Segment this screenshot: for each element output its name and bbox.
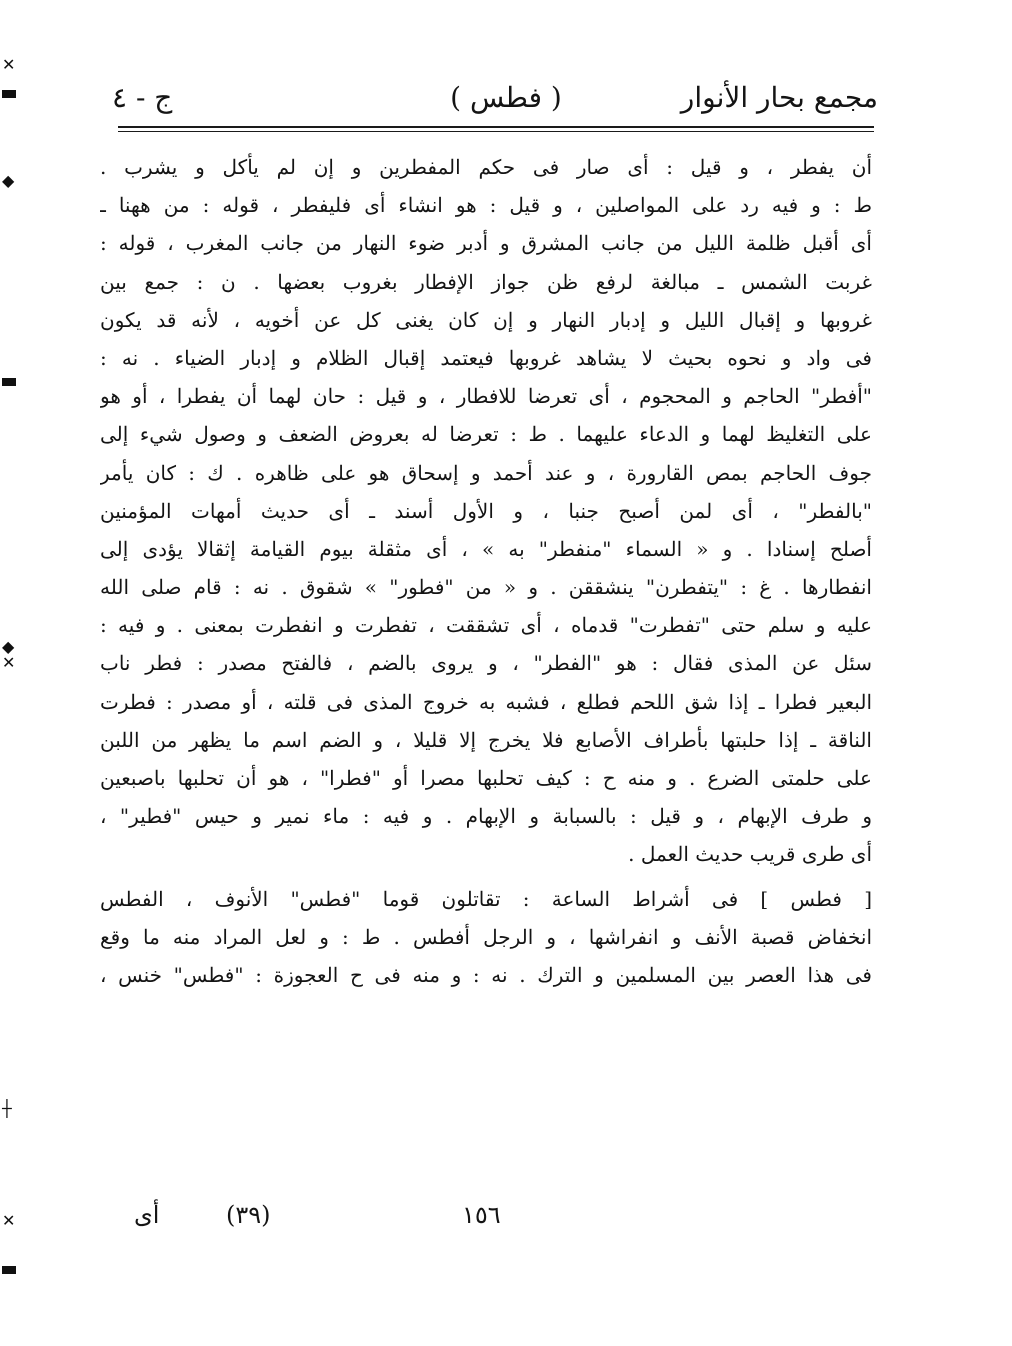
text-line: أى أقبل ظلمة الليل من جانب المشرق و أدبر ضوء النهار من جانب المغرب ، قوله :: [100, 231, 872, 256]
margin-mark: ┼: [2, 1099, 12, 1118]
text-line: أن يفطر ، و قيل : أى صار فى حكم المفطرين و إن لم يأكل و يشرب .: [100, 155, 872, 179]
header-rule: [118, 126, 874, 128]
header-rule-thin: [118, 131, 874, 132]
text-line: غروبها و إقبال الليل و إدبار النهار و إن كان يغنى كل عن أخويه ، لأنه قد يكون: [100, 307, 872, 332]
running-title: مجمع بحار الأنوار: [680, 81, 878, 114]
text-line: على التغليظ لهما و الدعاء عليهما . ط : تعرضا له بعروض الضعف و وصول شيء إلى: [100, 422, 872, 447]
margin-mark: ✕: [2, 55, 16, 74]
catchword: أى: [134, 1201, 160, 1229]
text-line: "بالفطر" ، أى لمن أصبح جنبا ، و الأول أسند ـ أى حديث أمهات المؤمنين: [100, 498, 872, 523]
margin-mark: [2, 378, 16, 386]
text-line: أصلح إسنادا . و « السماء "منفطر" به » ، أى مثقلة بيوم القيامة إثقالا يؤدى إلى: [100, 536, 872, 561]
text-line-paragraph-end: أى طرى قريب حديث العمل .: [628, 842, 872, 867]
text-line: البعير فطرا ـ إذا شق اللحم فطلع ، فشبه به خروج المذى فى قلته ، أو مصدر : فطرت: [100, 689, 872, 714]
text-line: على حلمتى الضرع . و منه ح : كيف تحلبها مصرا أو "فطرا" ، هو أن تحلبها باصبعين: [100, 766, 872, 790]
text-line: "أفطر" الحاجم و المحجوم ، أى تعرضا للافطار ، و قيل : حان لهما أن يفطرا ، أو هو: [100, 384, 872, 409]
text-line: عليه و سلم حتى "تفطرت" قدماه ، أى تشققت ، تفطرت و انفطرت بمعنى . و فيه :: [100, 613, 872, 638]
text-line: غربت الشمس ـ مبالغة لرفع ظن جواز الإفطار بغروب بعضها . ن : جمع بين: [100, 269, 872, 294]
text-line: فى واد و نحوه بحيث لا يشاهد غروبها فيعتمد إقبال الظلام و إدبار الضياء . نه :: [100, 345, 872, 370]
entry-root-heading: ( فطس ): [450, 81, 562, 114]
margin-mark: [2, 1266, 16, 1274]
margin-mark: ◆: [2, 171, 15, 190]
body-text: [100, 148, 872, 994]
entry-start-line: [ فطس ] فى أشراط الساعة : تقاتلون قوما "فطس" الأنوف ، الفطس: [100, 886, 872, 911]
text-line: انفطارها . غ : "يتفطرن" ينشققن . و « من "فطور" » شقوق . نه : قام صلى الله: [100, 575, 872, 600]
margin-mark: ✕: [2, 653, 16, 672]
text-line: انخفاض قصبة الأنف و انفراشها ، و الرجل أفطس . ط : و لعل المراد منه ما وقع: [100, 924, 872, 949]
page-number: ١٥٦: [462, 1201, 501, 1229]
text-line: سئل عن المذى فقال : هو "الفطر" ، و يروى بالضم ، فالفتح مصدر : فطر ناب: [100, 651, 872, 676]
volume-number: ج - ٤: [112, 81, 173, 114]
text-line: ط : و فيه رد على المواصلين ، و قيل : هو انشاء أى فليفطر ، قوله : من ههنا ـ: [100, 193, 872, 218]
margin-mark: ◆: [2, 637, 15, 656]
margin-mark: ✕: [2, 1211, 16, 1230]
text-line: فى هذا العصر بين المسلمين و الترك . نه : و منه فى ح العجوزة : "فطس" خنس ،: [100, 962, 872, 987]
text-line: و طرف الإبهام ، و قيل : بالسبابة و الإبهام . و فيه : ماء نمير و حيس "فطير" ،: [100, 804, 872, 829]
text-line: الناقة ـ إذا حلبتها بأطراف الأصابع فلا يخرج إلا قليلا ، و الضم اسم ما يظهر من اللبن: [100, 727, 872, 752]
signature-mark: (٣٩): [226, 1201, 271, 1229]
text-line: جوف الحاجم بمص القارورة ، و عند أحمد و إسحاق هو على ظاهره . ك : كان يأمر: [100, 460, 872, 485]
margin-mark: [2, 90, 16, 98]
